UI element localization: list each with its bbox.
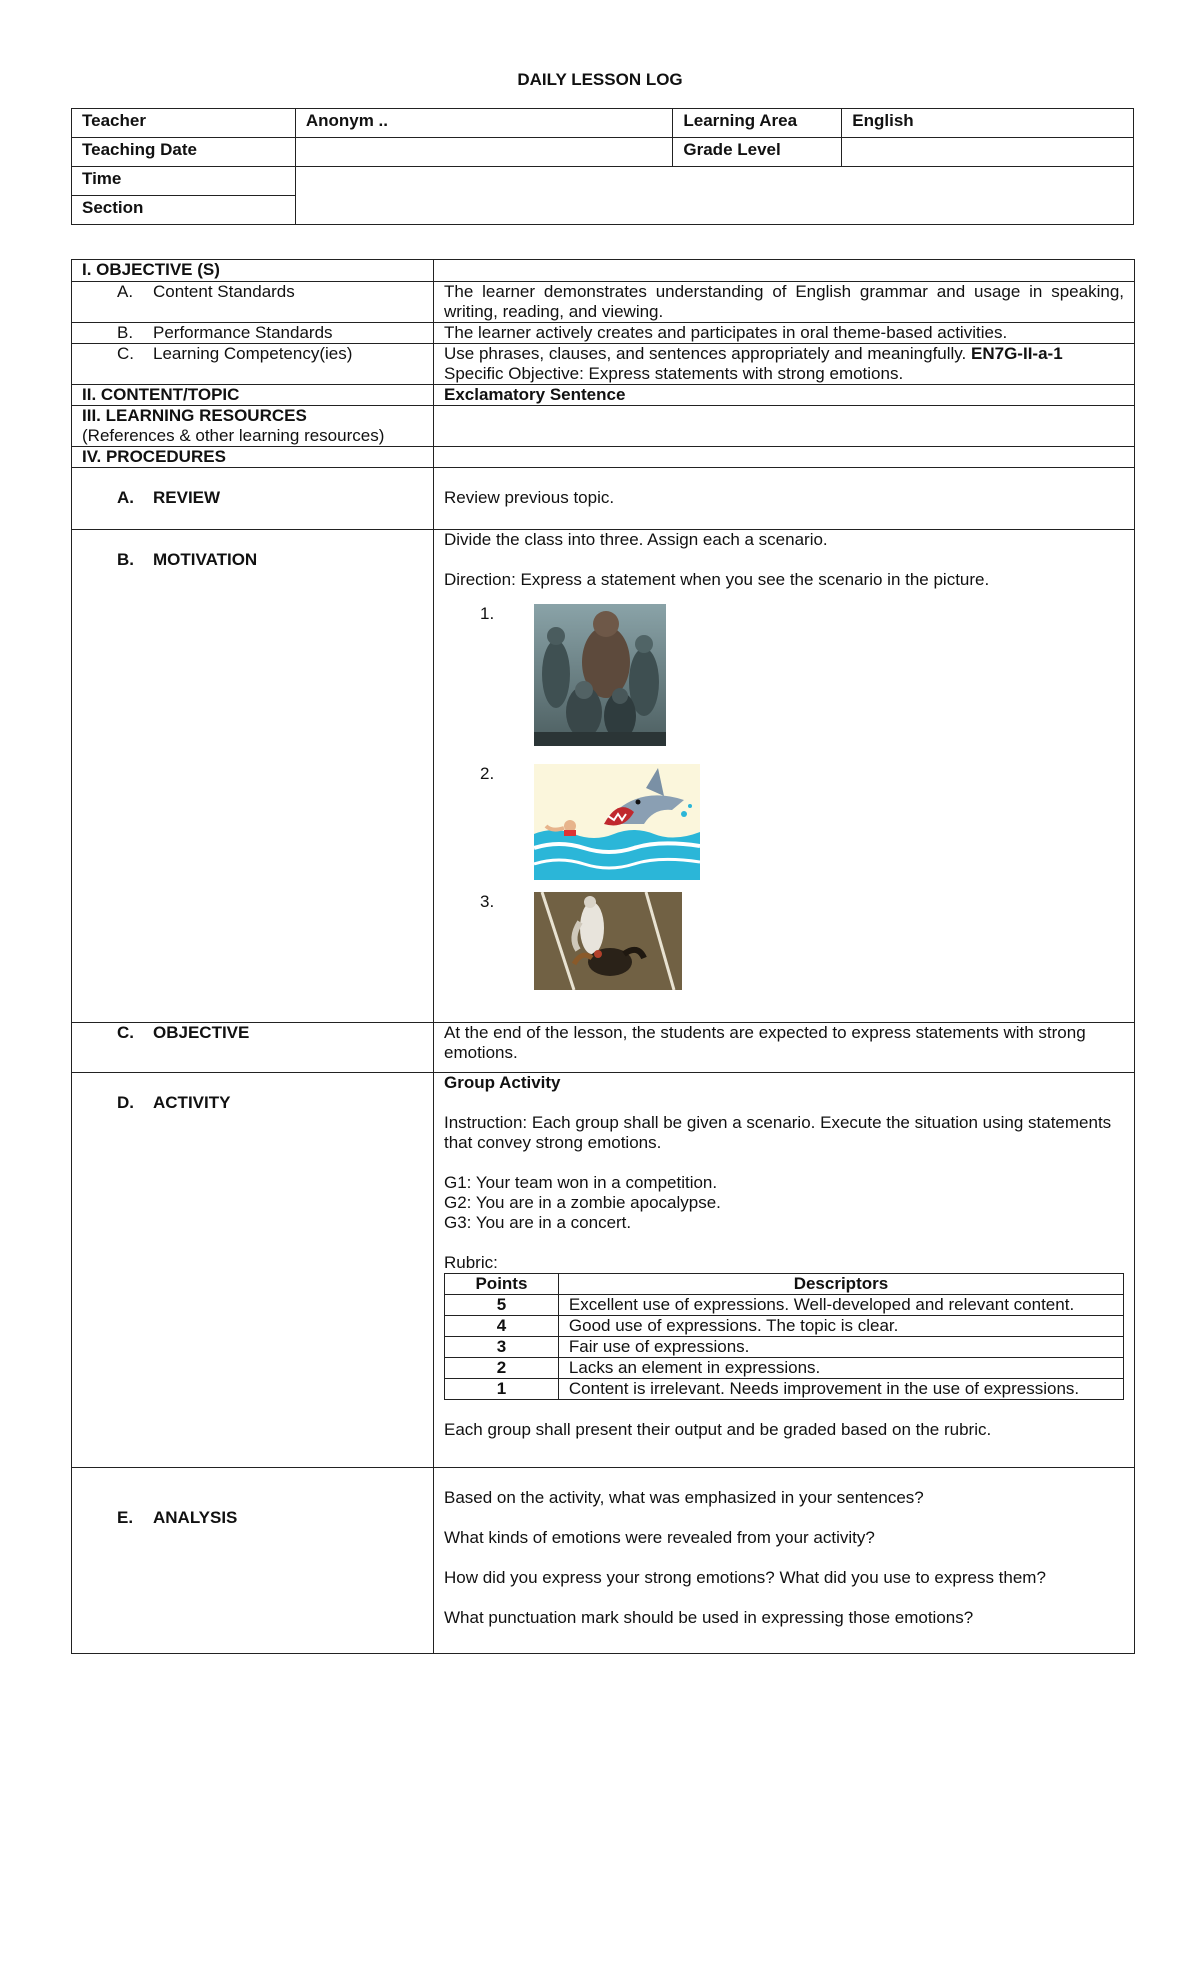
analysis-question-4: What punctuation mark should be used in expressing those emotions? bbox=[444, 1608, 974, 1627]
objectives-heading: I. OBJECTIVE (S) bbox=[72, 260, 434, 282]
teaching-date-label: Teaching Date bbox=[72, 138, 296, 167]
rubric-descriptor: Excellent use of expressions. Well-developed and relevant content. bbox=[558, 1295, 1123, 1316]
rubric-points: 5 bbox=[445, 1295, 559, 1316]
review-letter: A. bbox=[117, 488, 134, 507]
activity-title: Group Activity bbox=[444, 1073, 561, 1092]
rubric-row bbox=[445, 1379, 1124, 1400]
cockfight-image bbox=[534, 892, 682, 990]
learning-resources-label bbox=[72, 406, 434, 447]
activity-group-2: G2: You are in a zombie apocalypse. bbox=[444, 1193, 721, 1212]
learning-competency-value bbox=[434, 344, 1135, 385]
content-standards-label bbox=[72, 282, 434, 323]
rubric-points: 3 bbox=[445, 1337, 559, 1358]
activity-value bbox=[434, 1073, 1135, 1468]
motivation-value bbox=[434, 530, 1135, 1023]
rubric-descriptor: Content is irrelevant. Needs improvement in the use of expressions. bbox=[558, 1379, 1123, 1400]
performance-standards-letter: B. bbox=[117, 323, 134, 342]
objective-letter: C. bbox=[117, 1023, 134, 1042]
motivation-label bbox=[72, 530, 434, 1023]
activity-label-text: ACTIVITY bbox=[153, 1093, 231, 1112]
motivation-instruction: Divide the class into three. Assign each a scenario. bbox=[444, 530, 828, 549]
learning-area-value: English bbox=[842, 109, 1134, 138]
rubric-row bbox=[445, 1295, 1124, 1316]
activity-letter: D. bbox=[117, 1093, 134, 1112]
objective-label-text: OBJECTIVE bbox=[153, 1023, 250, 1042]
teacher-value: Anonym .. bbox=[295, 109, 673, 138]
learning-competency-letter: C. bbox=[117, 344, 134, 363]
objective-label bbox=[72, 1023, 434, 1073]
performance-standards-value: The learner actively creates and participates in oral theme-based activities. bbox=[434, 323, 1135, 344]
specific-objective: Specific Objective: Express statements with strong emotions. bbox=[444, 364, 904, 383]
motivation-letter: B. bbox=[117, 550, 134, 569]
rubric-descriptor: Good use of expressions. The topic is clear. bbox=[558, 1316, 1123, 1337]
header-table bbox=[71, 108, 1134, 225]
teaching-date-value bbox=[295, 138, 673, 167]
analysis-label-text: ANALYSIS bbox=[153, 1508, 238, 1527]
learning-resources-value bbox=[434, 406, 1135, 447]
scenario-3 bbox=[480, 892, 1124, 990]
grade-level-label: Grade Level bbox=[673, 138, 842, 167]
scenario-2 bbox=[480, 764, 1124, 880]
activity-label bbox=[72, 1073, 434, 1468]
lesson-log-table bbox=[71, 259, 1135, 1654]
rubric-row bbox=[445, 1358, 1124, 1379]
grade-level-value bbox=[842, 138, 1134, 167]
motivation-label-text: MOTIVATION bbox=[153, 550, 258, 569]
rubric-points: 1 bbox=[445, 1379, 559, 1400]
competency-text: Use phrases, clauses, and sentences appropriately and meaningfully. bbox=[444, 344, 967, 363]
rubric-row bbox=[445, 1337, 1124, 1358]
learning-area-label: Learning Area bbox=[673, 109, 842, 138]
scenario-2-number: 2. bbox=[480, 764, 495, 783]
analysis-question-2: What kinds of emotions were revealed from your activity? bbox=[444, 1528, 875, 1547]
objectives-heading-value bbox=[434, 260, 1135, 282]
learning-resources-subheading: (References & other learning resources) bbox=[82, 426, 385, 445]
review-value: Review previous topic. bbox=[434, 468, 1135, 530]
rubric-header-descriptors: Descriptors bbox=[558, 1274, 1123, 1295]
analysis-value bbox=[434, 1468, 1135, 1654]
learning-competency-text-label: Learning Competency(ies) bbox=[153, 344, 353, 363]
analysis-label bbox=[72, 1468, 434, 1654]
activity-instruction: Instruction: Each group shall be given a scenario. Execute the situation using statements that convey strong emotions. bbox=[444, 1113, 1112, 1152]
procedures-heading-value bbox=[434, 447, 1135, 468]
procedures-heading: IV. PROCEDURES bbox=[72, 447, 434, 468]
time-section-value bbox=[295, 167, 1133, 225]
content-standards-value: The learner demonstrates understanding of English grammar and usage in speaking, writing, reading, and viewing. bbox=[434, 282, 1135, 323]
performance-standards-label bbox=[72, 323, 434, 344]
objective-value: At the end of the lesson, the students are expected to express statements with strong emotions. bbox=[434, 1023, 1135, 1073]
activity-group-3: G3: You are in a concert. bbox=[444, 1213, 632, 1232]
time-label: Time bbox=[72, 167, 296, 196]
scenario-1-number: 1. bbox=[480, 604, 495, 623]
rubric-header-points: Points bbox=[445, 1274, 559, 1295]
activity-group-1: G1: Your team won in a competition. bbox=[444, 1173, 718, 1192]
section-label: Section bbox=[72, 196, 296, 225]
teacher-label: Teacher bbox=[72, 109, 296, 138]
scenario-3-number: 3. bbox=[480, 892, 495, 911]
content-topic-label: II. CONTENT/TOPIC bbox=[72, 385, 434, 406]
shark-attack-image bbox=[534, 764, 700, 880]
motivation-direction: Direction: Express a statement when you see the scenario in the picture. bbox=[444, 570, 990, 589]
rubric-points: 2 bbox=[445, 1358, 559, 1379]
learning-resources-heading: III. LEARNING RESOURCES bbox=[82, 406, 307, 425]
rubric-descriptor: Fair use of expressions. bbox=[558, 1337, 1123, 1358]
performance-standards-text-label: Performance Standards bbox=[153, 323, 333, 342]
activity-closing: Each group shall present their output and be graded based on the rubric. bbox=[444, 1420, 992, 1439]
analysis-question-3: How did you express your strong emotions? What did you use to express them? bbox=[444, 1568, 1046, 1587]
content-standards-text-label: Content Standards bbox=[153, 282, 295, 301]
rubric-points: 4 bbox=[445, 1316, 559, 1337]
rubric-row bbox=[445, 1316, 1124, 1337]
rubric-table bbox=[444, 1273, 1124, 1400]
page-title: DAILY LESSON LOG bbox=[517, 70, 683, 89]
analysis-letter: E. bbox=[117, 1508, 134, 1527]
rubric-descriptor: Lacks an element in expressions. bbox=[558, 1358, 1123, 1379]
zombie-crowd-image bbox=[534, 604, 666, 746]
review-label-text: REVIEW bbox=[153, 488, 221, 507]
learning-competency-label bbox=[72, 344, 434, 385]
rubric-label: Rubric: bbox=[444, 1253, 498, 1272]
content-topic-value: Exclamatory Sentence bbox=[434, 385, 1135, 406]
review-label bbox=[72, 468, 434, 530]
competency-code: EN7G-II-a-1 bbox=[971, 344, 1063, 363]
content-standards-letter: A. bbox=[117, 282, 134, 301]
analysis-question-1: Based on the activity, what was emphasized in your sentences? bbox=[444, 1488, 924, 1507]
scenario-1 bbox=[480, 604, 1124, 746]
